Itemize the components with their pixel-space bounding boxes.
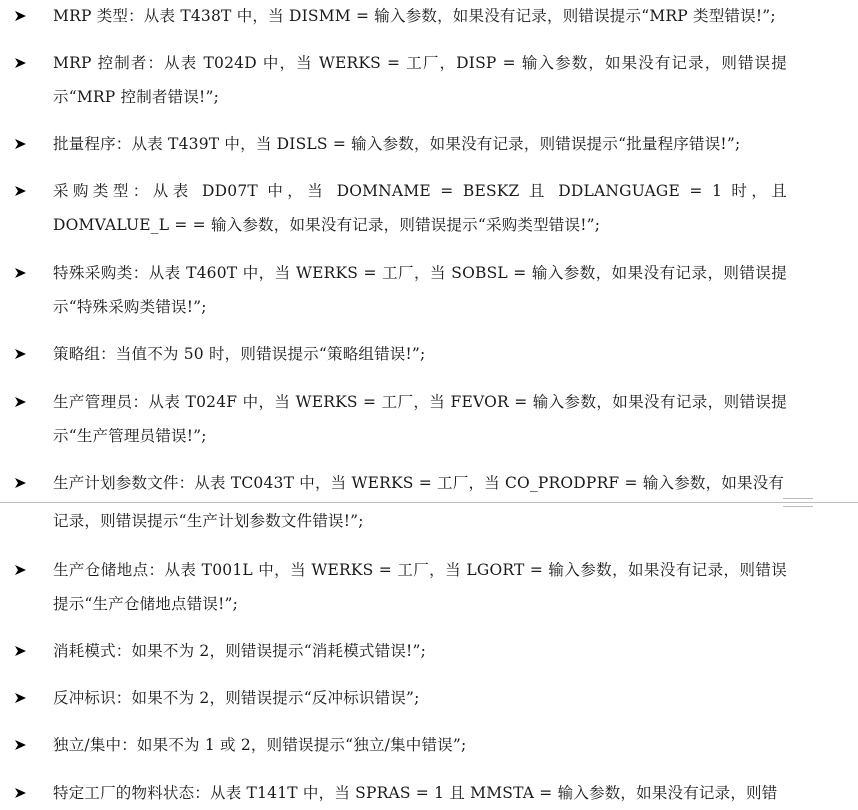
arrow-bullet-icon bbox=[14, 342, 30, 366]
arrow-bullet-icon bbox=[14, 179, 30, 203]
list-item-text: 生产仓储地点：从表 T001L 中，当 WERKS = 工厂，当 LGORT = 输入参数，如果没有记录，则错误提示“生产仓储地点错误!”; bbox=[53, 561, 787, 613]
list-item-text: 独立/集中：如果不为 1 或 2，则错误提示“独立/集中错误”; bbox=[53, 736, 467, 754]
arrow-bullet-icon bbox=[14, 639, 30, 663]
list-item-text: 生产管理员：从表 T024F 中，当 WERKS = 工厂，当 FEVOR = 输入参数，如果没有记录，则错误提示“生产管理员错误!”; bbox=[53, 393, 787, 445]
arrow-bullet-icon bbox=[14, 558, 30, 582]
arrow-bullet-icon bbox=[14, 261, 30, 285]
list-item-text: 消耗模式：如果不为 2，则错误提示“消耗模式错误!”; bbox=[53, 642, 426, 660]
list-item-text: 采购类型：从表 DD07T 中，当 DOMNAME = BESKZ 且 DDLANGUAGE = 1 时，且 DOMVALUE_L = = 输入参数，如果没有记录，则错误提示“采购类型错误!”; bbox=[53, 182, 787, 234]
arrow-bullet-icon bbox=[14, 132, 30, 156]
arrow-bullet-icon bbox=[14, 733, 30, 757]
arrow-bullet-icon bbox=[14, 686, 30, 710]
arrow-bullet-icon bbox=[14, 51, 30, 75]
list-item-text: 生产计划参数文件：从表 TC043T 中，当 WERKS = 工厂，当 CO_PRODPRF = 输入参数，如果没有 bbox=[53, 474, 785, 492]
list-item-text: MRP 控制者：从表 T024D 中，当 WERKS = 工厂，DISP = 输入参数，如果没有记录，则错误提示“MRP 控制者错误!”; bbox=[53, 54, 787, 106]
list-item-text: 反冲标识：如果不为 2，则错误提示“反冲标识错误”; bbox=[53, 689, 420, 707]
arrow-bullet-icon bbox=[14, 390, 30, 414]
arrow-bullet-icon bbox=[14, 781, 30, 805]
list-item-text: 策略组：当值不为 50 时，则错误提示“策略组错误!”; bbox=[53, 345, 426, 363]
list-item-continuation: 记录，则错误提示“生产计划参数文件错误!”; bbox=[53, 512, 364, 530]
list-item-text: 特殊采购类：从表 T460T 中，当 WERKS = 工厂，当 SOBSL = 输入参数，如果没有记录，则错误提示“特殊采购类错误!”; bbox=[53, 264, 787, 316]
page-break-marker bbox=[783, 498, 813, 507]
arrow-bullet-icon bbox=[14, 4, 30, 28]
list-item-text: 特定工厂的物料状态：从表 T141T 中，当 SPRAS = 1 且 MMSTA = 输入参数，如果没有记录，则错 bbox=[53, 784, 778, 802]
list-item-text: 批量程序：从表 T439T 中，当 DISLS = 输入参数，如果没有记录，则错误提示“批量程序错误!”; bbox=[53, 135, 741, 153]
list-item-text: MRP 类型：从表 T438T 中，当 DISMM = 输入参数，如果没有记录，则错误提示“MRP 类型错误!”; bbox=[53, 7, 776, 25]
page-break-line bbox=[0, 502, 858, 503]
arrow-bullet-icon bbox=[14, 471, 30, 495]
